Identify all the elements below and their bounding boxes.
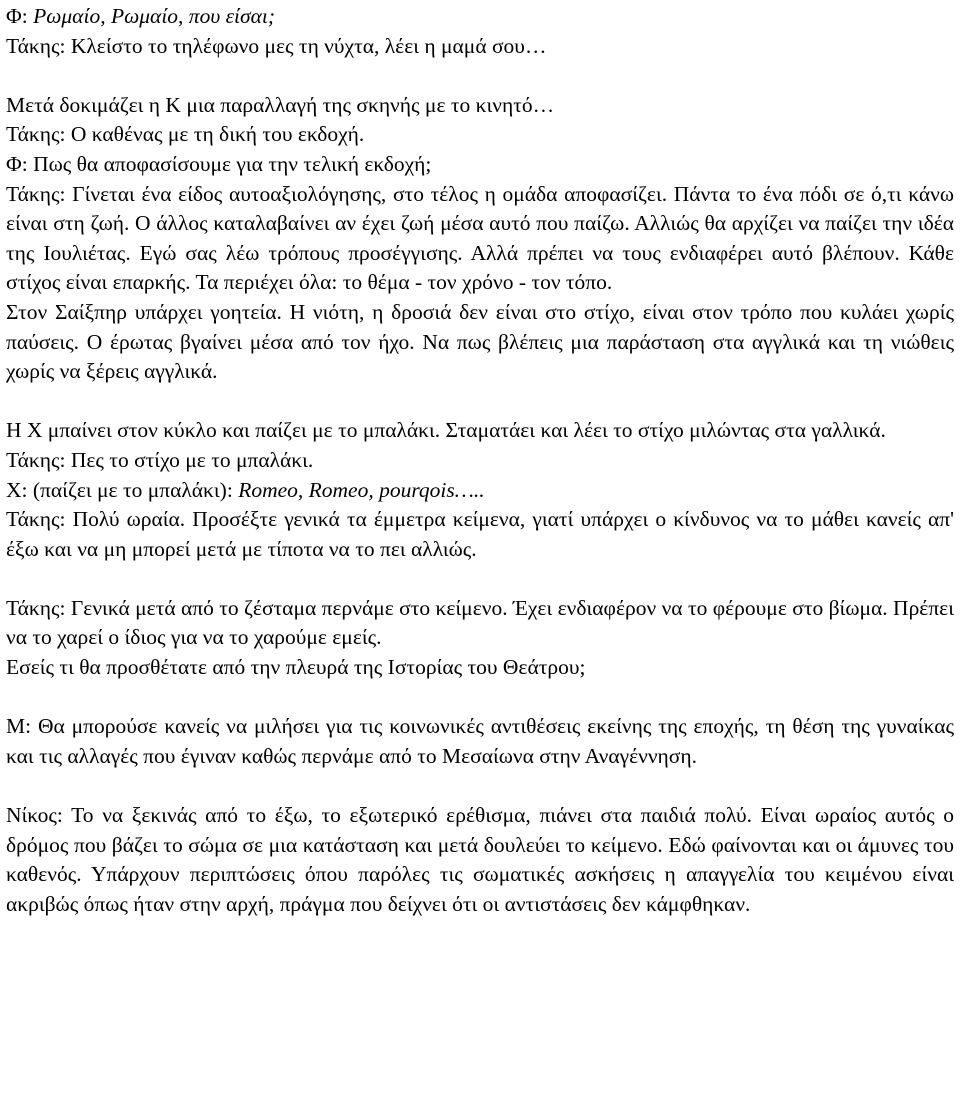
quoted-line: Romeo, Romeo, pourqois…..	[238, 477, 485, 502]
paragraph-gap	[6, 387, 954, 417]
speaker-label: Φ:	[6, 4, 28, 28]
paragraph-11: Τάκης: Πολύ ωραία. Προσέξτε γενικά τα έμμετρα κείμενα, γιατί υπάρχει ο κίνδυνος να το μάθει κανείς απ' έξω και να μη μπορεί μετά με τίποτα να το πει αλλιώς.	[6, 507, 954, 561]
paragraph-14: Μ: Θα μπορούσε κανείς να μιλήσει για τις κοινωνικές αντιθέσεις εκείνης της εποχής, τη θέση της γυναίκας και τις αλλαγές που έγιναν καθώς περνάμε από το Μεσαίωνα στην Αναγέννηση.	[6, 714, 954, 768]
paragraph-7: Στον Σαίξπηρ υπάρχει γοητεία. Η νιότη, η δροσιά δεν είναι στο στίχο, είναι στον τρόπο που κυλάει χωρίς παύσεις. Ο έρωτας βγαίνει μέσα από τον ήχο. Να πως βλέπεις μια παράσταση στα αγγλικά και τη νιώθεις χωρίς να ξέρεις αγγλικά.	[6, 299, 954, 384]
paragraph-9: Τάκης: Πες το στίχο με το μπαλάκι.	[6, 447, 314, 472]
paragraph-gap	[6, 771, 954, 801]
paragraph-15: Νίκος: Το να ξεκινάς από το έξω, το εξωτερικό ερέθισμα, πιάνει στα παιδιά πολύ. Είναι ωραίος αυτός ο δρόμος που βάζει το σώμα σε μια κατάσταση και μετά δουλεύει το κείμενο. Εδώ φαίνονται και οι άμυνες του καθενός. Υπάρχουν περιπτώσεις όπου παρόλες τις σωματικές ασκήσεις η απαγγελία του κειμένου είναι ακριβώς όπως ήταν στην αρχή, πράγμα που δείχνει ότι οι αντιστάσεις δεν κάμφθηκαν.	[6, 803, 954, 916]
paragraph-5: Φ: Πως θα αποφασίσουμε για την τελική εκδοχή;	[6, 151, 432, 176]
speaker-direction: Χ: (παίζει με το μπαλάκι):	[6, 477, 239, 502]
paragraph-13: Εσείς τι θα προσθέτατε από την πλευρά της Ιστορίας του Θεάτρου;	[6, 655, 586, 680]
paragraph-6: Τάκης: Γίνεται ένα είδος αυτοαξιολόγησης, στο τέλος η ομάδα αποφασίζει. Πάντα το ένα πόδι σε ό,τι κάνω είναι στη ζωή. Ο άλλος καταλαβαίνει αν έχει ζωή μέσα αυτό που παίζω. Αλλιώς θα αρχίζει να παίζει την ιδέα της Ιουλιέτας. Εγώ σας λέω τρόπους προσέγγισης. Αλλά πρέπει να τους ενδιαφέρει αυτό βλέπουν. Κάθε στίχος είναι επαρκής. Τα περιέχει όλα: το θέμα - τον χρόνο - τον τόπο.	[6, 181, 954, 295]
paragraph-gap	[6, 683, 954, 713]
paragraph-8: Η Χ μπαίνει στον κύκλο και παίζει με το μπαλάκι. Σταματάει και λέει το στίχο μιλώντας στα γαλλικά.	[6, 418, 886, 443]
paragraph-gap	[6, 61, 954, 91]
paragraph-10	[6, 476, 954, 506]
paragraph-1	[6, 2, 954, 32]
paragraph-gap	[6, 564, 954, 594]
quoted-line: Ρωμαίο, Ρωμαίο, που είσαι;	[33, 4, 276, 28]
paragraph-4: Τάκης: Ο καθένας με τη δική του εκδοχή.	[6, 122, 365, 147]
paragraph-2: Τάκης: Κλείστο το τηλέφωνο μες τη νύχτα, λέει η μαμά σου…	[6, 33, 547, 58]
paragraph-12: Τάκης: Γενικά μετά από το ζέσταμα περνάμε στο κείμενο. Έχει ενδιαφέρον να το φέρουμε στο βίωμα. Πρέπει να το χαρεί ο ίδιος για να το χαρούμε εμείς.	[6, 595, 954, 650]
paragraph-3: Μετά δοκιμάζει η Κ μια παραλλαγή της σκηνής με το κινητό…	[6, 92, 555, 117]
